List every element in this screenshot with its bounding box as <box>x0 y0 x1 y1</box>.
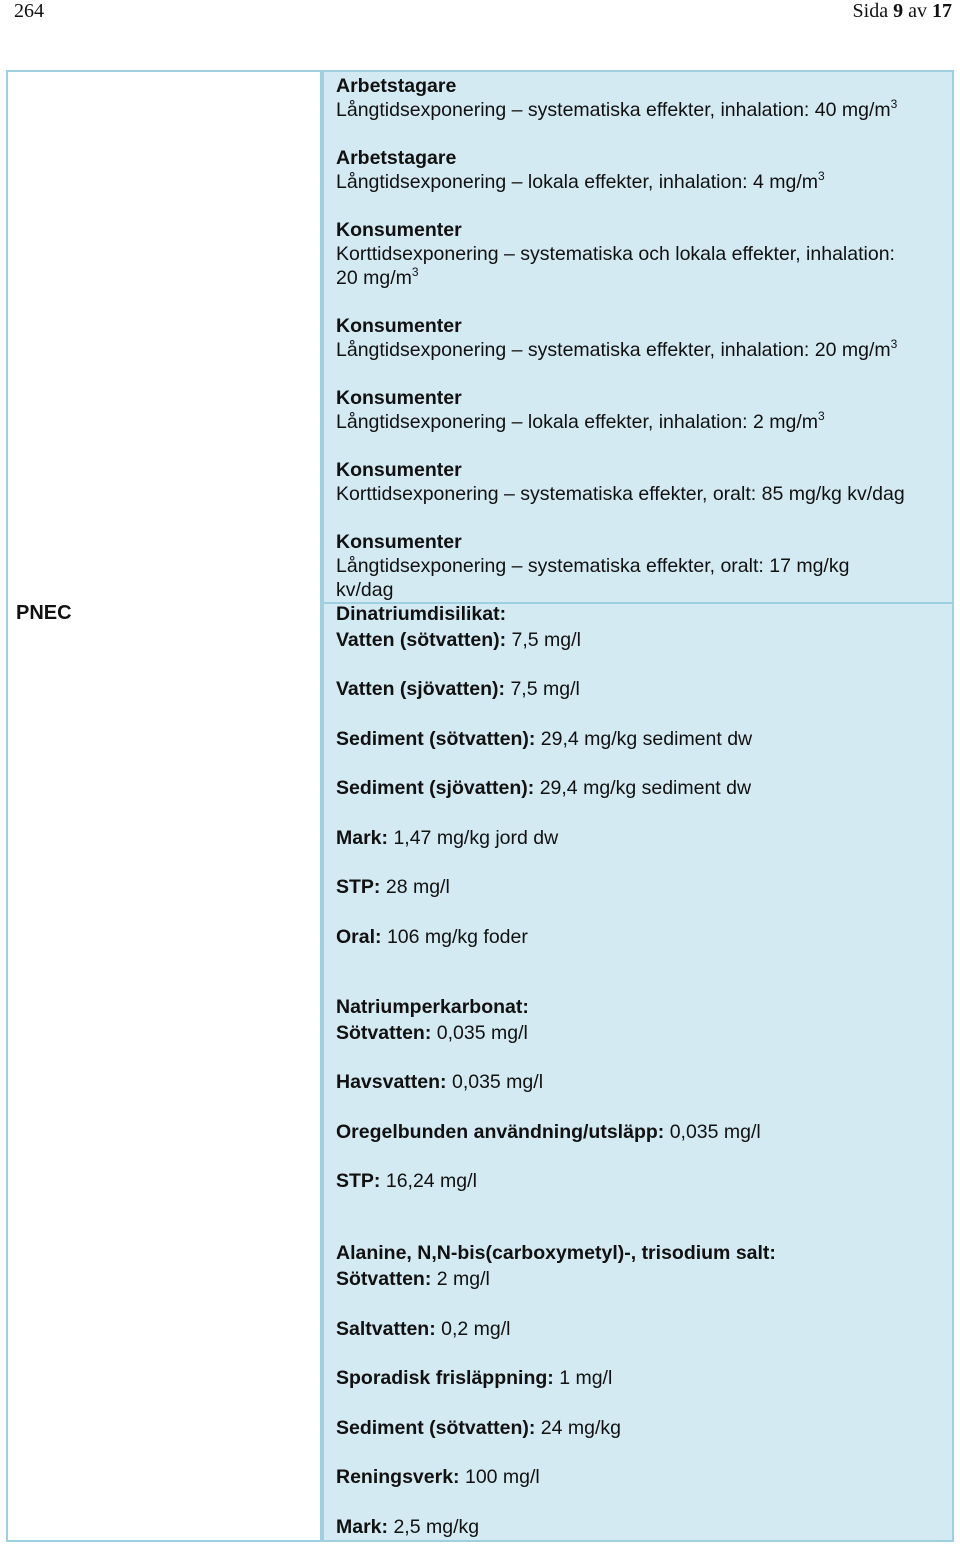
pnec-row: Sediment (sjövatten): 29,4 mg/kg sediment dw <box>336 777 752 799</box>
section-heading: Natriumperkarbonat: <box>336 996 529 1018</box>
pnec-row: Vatten (sötvatten): 7,5 mg/l <box>336 629 581 651</box>
label-column <box>6 70 322 1542</box>
pnec-row: Vatten (sjövatten): 7,5 mg/l <box>336 678 580 700</box>
section-heading: Alanine, N,N-bis(carboxymetyl)-, trisodium salt: <box>336 1242 776 1264</box>
pnec-row: Reningsverk: 100 mg/l <box>336 1466 540 1488</box>
pnec-row: Havsvatten: 0,035 mg/l <box>336 1071 544 1093</box>
dnel-entry: Konsumenter Långtidsexponering – lokala effekter, inhalation: 2 $mg/m^3$ <box>336 387 825 433</box>
page-indicator: Sida 9 av 17 <box>852 0 952 22</box>
dnel-entry: Konsumenter Långtidsexponering – systematiska effekter, inhalation: 20 $mg/m^3$ <box>336 315 898 361</box>
pnec-row: Mark: 2,5 mg/kg <box>336 1516 480 1538</box>
pnec-row: Sediment (sötvatten): 29,4 mg/kg sediment dw <box>336 728 753 750</box>
pnec-row: Sediment (sötvatten): 24 mg/kg <box>336 1417 621 1439</box>
pnec-row: Oregelbunden användning/utsläpp: 0,035 mg/l <box>336 1121 761 1143</box>
pnec-label: PNEC <box>16 602 72 624</box>
pnec-cell <box>322 602 954 1542</box>
pnec-row: STP: 16,24 mg/l <box>336 1170 477 1192</box>
pnec-row: Oral: 106 mg/kg foder <box>336 926 528 948</box>
dnel-pnec-table <box>6 70 954 1542</box>
dnel-entry: Konsumenter Korttidsexponering – systematiska och lokala effekter, inhalation: 20 $mg/m^3$ <box>336 219 895 289</box>
dnel-entry: Konsumenter Långtidsexponering – systematiska effekter, oralt: 17 mg/kg kv/dag <box>336 531 850 601</box>
dnel-entry: Arbetstagare Långtidsexponering – lokala effekter, inhalation: 4 $mg/m^3$ <box>336 147 825 193</box>
pnec-row: Saltvatten: 0,2 mg/l <box>336 1318 511 1340</box>
pnec-row: Sötvatten: 0,035 mg/l <box>336 1022 528 1044</box>
pnec-row: Mark: 1,47 mg/kg jord dw <box>336 827 559 849</box>
pnec-row: Sporadisk frisläppning: 1 mg/l <box>336 1367 613 1389</box>
section-heading: Dinatriumdisilikat: <box>336 603 507 625</box>
page-number: 264 <box>14 0 44 22</box>
pnec-row: STP: 28 mg/l <box>336 876 450 898</box>
dnel-entry: Arbetstagare Långtidsexponering – systematiska effekter, inhalation: 40 $mg/m^3$ <box>336 75 898 121</box>
dnel-entry: Konsumenter Korttidsexponering – systematiska effekter, oralt: 85 mg/kg kv/dag <box>336 459 905 505</box>
pnec-row: Sötvatten: 2 mg/l <box>336 1268 490 1290</box>
dnel-cell <box>322 70 954 604</box>
